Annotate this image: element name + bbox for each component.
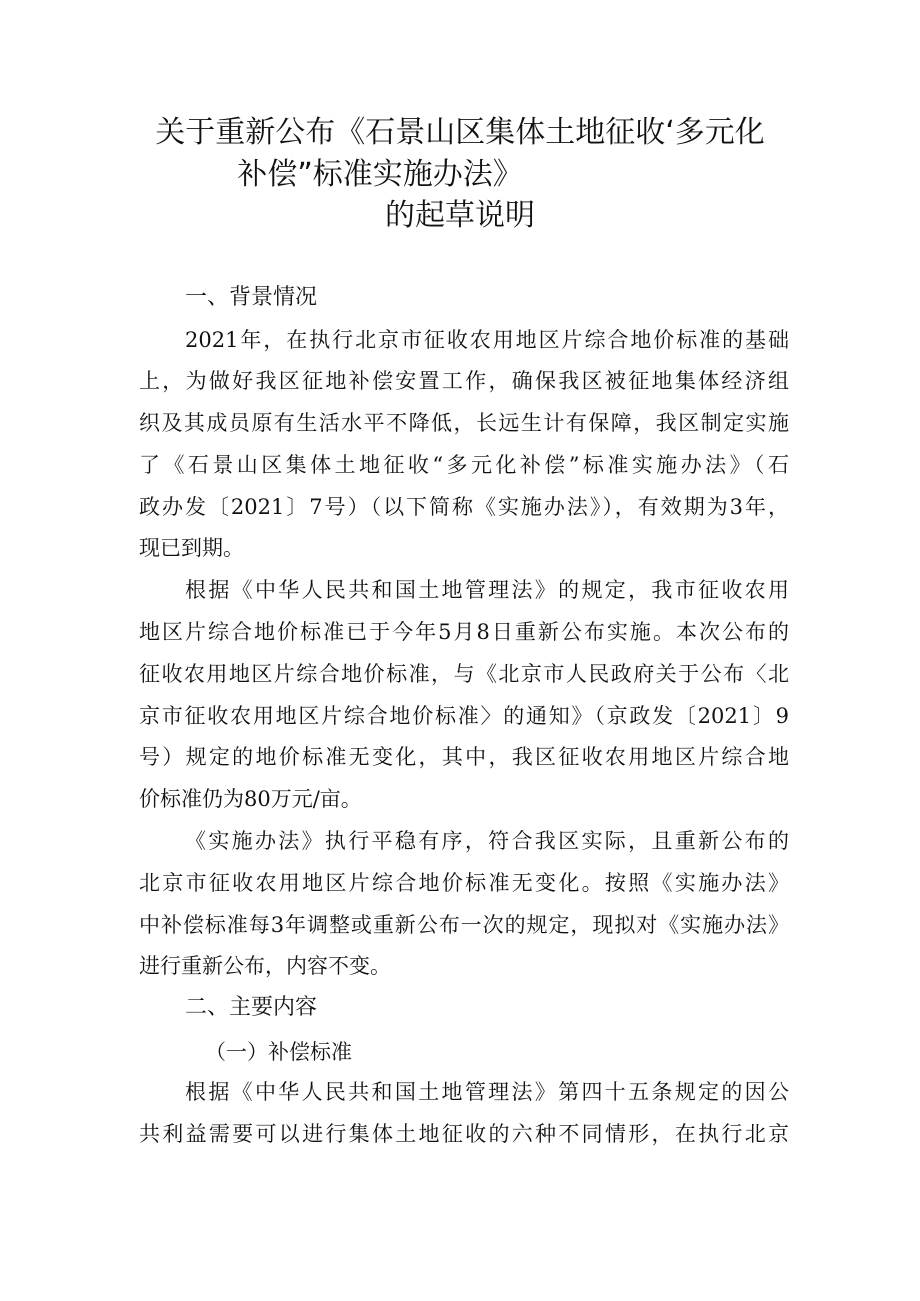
paragraph-line: 价标准仍为80万元/亩。 [139, 787, 362, 811]
paragraph-line: 上，为做好我区征地补偿安置工作，确保我区被征地集体经济组 [139, 369, 789, 393]
paragraph-line: 中补偿标准每3年调整或重新公布一次的规定，现拟对《实施办法》 [139, 913, 789, 937]
paragraph-line: 号）规定的地价标准无变化，其中，我区征收农用地区片综合地 [139, 745, 789, 769]
section-heading-main-content: 二、主要内容 [185, 995, 318, 1020]
paragraph-line: 政办发〔2021〕7号）（以下简称《实施办法》），有效期为3年， [139, 495, 789, 519]
paragraph-line: 北京市征收农用地区片综合地价标准无变化。按照《实施办法》 [139, 871, 789, 895]
paragraph-line: 京市征收农用地区片综合地价标准〉的通知》（京政发〔2021〕9 [139, 704, 789, 728]
paragraph-line: 《实施办法》执行平稳有序，符合我区实际，且重新公布的 [185, 829, 789, 853]
subsection-heading-compensation: （一）补偿标准 [205, 1040, 352, 1064]
paragraph-line: 进行重新公布，内容不变。 [139, 954, 391, 978]
paragraph-line: 了《石景山区集体土地征收“多元化补偿”标准实施办法》（石 [139, 453, 789, 477]
paragraph-line: 2021年，在执行北京市征收农用地区片综合地价标准的基础 [185, 328, 789, 352]
paragraph-line: 根据《中华人民共和国土地管理法》第四十五条规定的因公 [185, 1080, 789, 1104]
section-heading-background: 一、背景情况 [185, 285, 318, 310]
paragraph-line: 共利益需要可以进行集体土地征收的六种不同情形，在执行北京 [139, 1122, 789, 1146]
document-title-line-3: 的起草说明 [385, 198, 535, 233]
document-title-line-1: 关于重新公布《石景山区集体土地征收‘多元化 [155, 115, 765, 150]
document-title-line-2: 补偿”标准实施办法》 [237, 157, 523, 192]
paragraph-line: 根据《中华人民共和国土地管理法》的规定，我市征收农用 [185, 578, 789, 602]
paragraph-line: 织及其成员原有生活水平不降低，长远生计有保障，我区制定实施 [139, 411, 789, 435]
paragraph-line: 现已到期。 [139, 536, 244, 560]
paragraph-line: 征收农用地区片综合地价标准，与《北京市人民政府关于公布〈北 [139, 662, 789, 686]
paragraph-line: 地区片综合地价标准已于今年5月8日重新公布实施。本次公布的 [139, 620, 789, 644]
